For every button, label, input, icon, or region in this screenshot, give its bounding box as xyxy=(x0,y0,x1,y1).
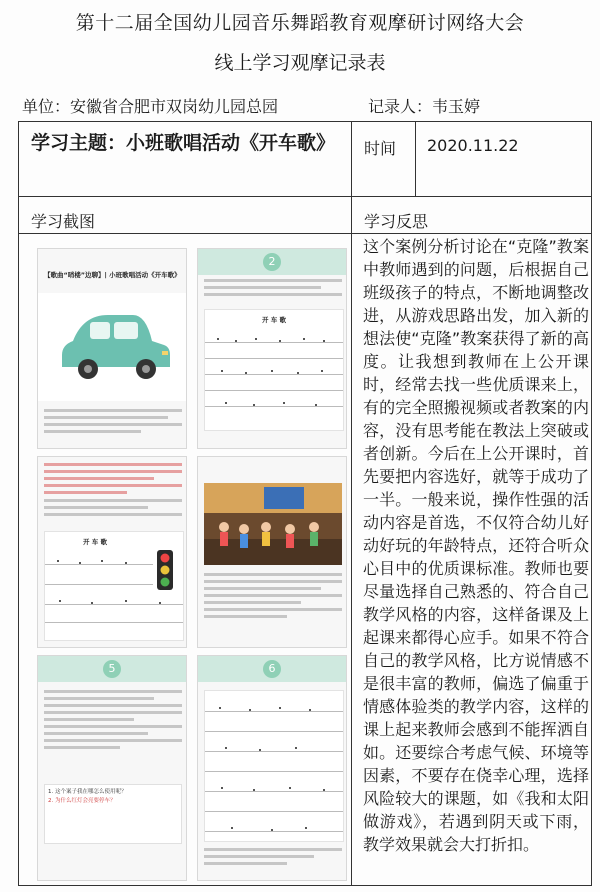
panel-3-text xyxy=(44,463,182,498)
child-figure-icon xyxy=(261,522,271,532)
screenshot-panel-4 xyxy=(197,456,347,648)
time-label: 时间 xyxy=(364,139,397,158)
child-figure-icon xyxy=(309,522,319,532)
panel-6-text xyxy=(204,848,342,869)
screenshot-panel-1 xyxy=(37,248,187,449)
panel-2-text xyxy=(204,279,342,300)
panel-6-score xyxy=(204,690,344,842)
unit-info: 单位：安徽省合肥市双岗幼儿园总园 xyxy=(22,97,279,116)
table-divider-vertical xyxy=(351,122,352,885)
reflection-text: 这个案例分析讨论在“克隆”教案中教师遇到的问题，后根据自己班级孩子的特点，不断地调整改进，从游戏思路出发，加入新的想法使“克隆”教案获得了新的高度。让我想到教师在上公开课时，经常去找一些优质课来上，有的完全照搬视频或者教案的内容，没有思考能在教法上突破或者创新。今后在上公开课时，首先要把内容选好，就等于成功了一半。一般来说，操作性强的活动内容是首选，不仅符合幼儿好动好玩的年龄特点，还符合听众心目中的优质课标准。教师也要尽量选择自己熟悉的、符合自己教学风格的内容，这样备课及上起课来都得心应手。如果不符合自己的教学风格，比方说情感不是很丰富的教师，偏选了偏重于情感体验类的教学内容，这样的课上起来教师会感到不能挥洒自如。还要综合考虑气候、环境等因素，不要存在侥幸心理，选择风险较大的课题，如《我和太阳做游戏》，若遇到阴天或下雨，教学效果就会大打折扣。 xyxy=(363,237,589,854)
topic-title: 学习主题：小班歌唱活动《开车歌》 xyxy=(31,132,336,154)
child-figure-icon xyxy=(285,524,295,534)
panel-4-text xyxy=(204,573,342,622)
car-headlight-icon xyxy=(162,351,168,355)
page-title: 第十二届全国幼儿园音乐舞蹈教育观摩研讨网络大会 xyxy=(75,12,525,34)
panel-3-score xyxy=(44,531,184,641)
time-divider xyxy=(415,122,416,196)
question-box xyxy=(44,784,182,844)
car-window-icon xyxy=(114,322,138,339)
panel-2-number: 2 xyxy=(198,249,346,275)
table-divider-1 xyxy=(19,196,591,197)
panel-1-text xyxy=(44,409,182,437)
screenshot-panel-2 xyxy=(197,248,347,449)
car-window-icon xyxy=(90,322,110,339)
screenshot-panel-3 xyxy=(37,456,187,648)
record-table xyxy=(18,121,592,886)
table-divider-2 xyxy=(19,233,591,234)
traffic-light-icon xyxy=(155,550,175,592)
question-1: 1. 这个案子我在哪怎么使用呢？ xyxy=(48,789,127,795)
recorder-info: 记录人：韦玉婷 xyxy=(368,97,481,116)
screenshot-panel-6 xyxy=(197,655,347,881)
panel-2-score-title: 开 车 歌 xyxy=(261,316,287,324)
panel-3-score-title: 开 车 歌 xyxy=(82,538,108,546)
car-illustration xyxy=(38,293,187,401)
screenshot-panel-5 xyxy=(37,655,187,881)
panel-6-number: 6 xyxy=(198,656,346,682)
child-figure-icon xyxy=(219,522,229,532)
panel-5-text xyxy=(44,690,182,753)
reflection-label: 学习反思 xyxy=(364,212,429,231)
time-value: 2020.11.22 xyxy=(427,136,519,155)
child-figure-icon xyxy=(239,524,249,534)
panel-5-number: 5 xyxy=(38,656,186,682)
panel-2-score xyxy=(204,309,344,431)
classroom-photo xyxy=(204,483,342,565)
screenshots-label: 学习截图 xyxy=(31,212,96,231)
panel-3-text-2 xyxy=(44,499,182,520)
question-2: 2. 为什么红灯会亮要停车？ xyxy=(48,798,116,804)
page-subtitle: 线上学习观摩记录表 xyxy=(214,52,386,74)
panel-1-title: 【歌曲“哨楼”边聊】| 小班歌唱活动《开车歌》 xyxy=(44,271,181,279)
